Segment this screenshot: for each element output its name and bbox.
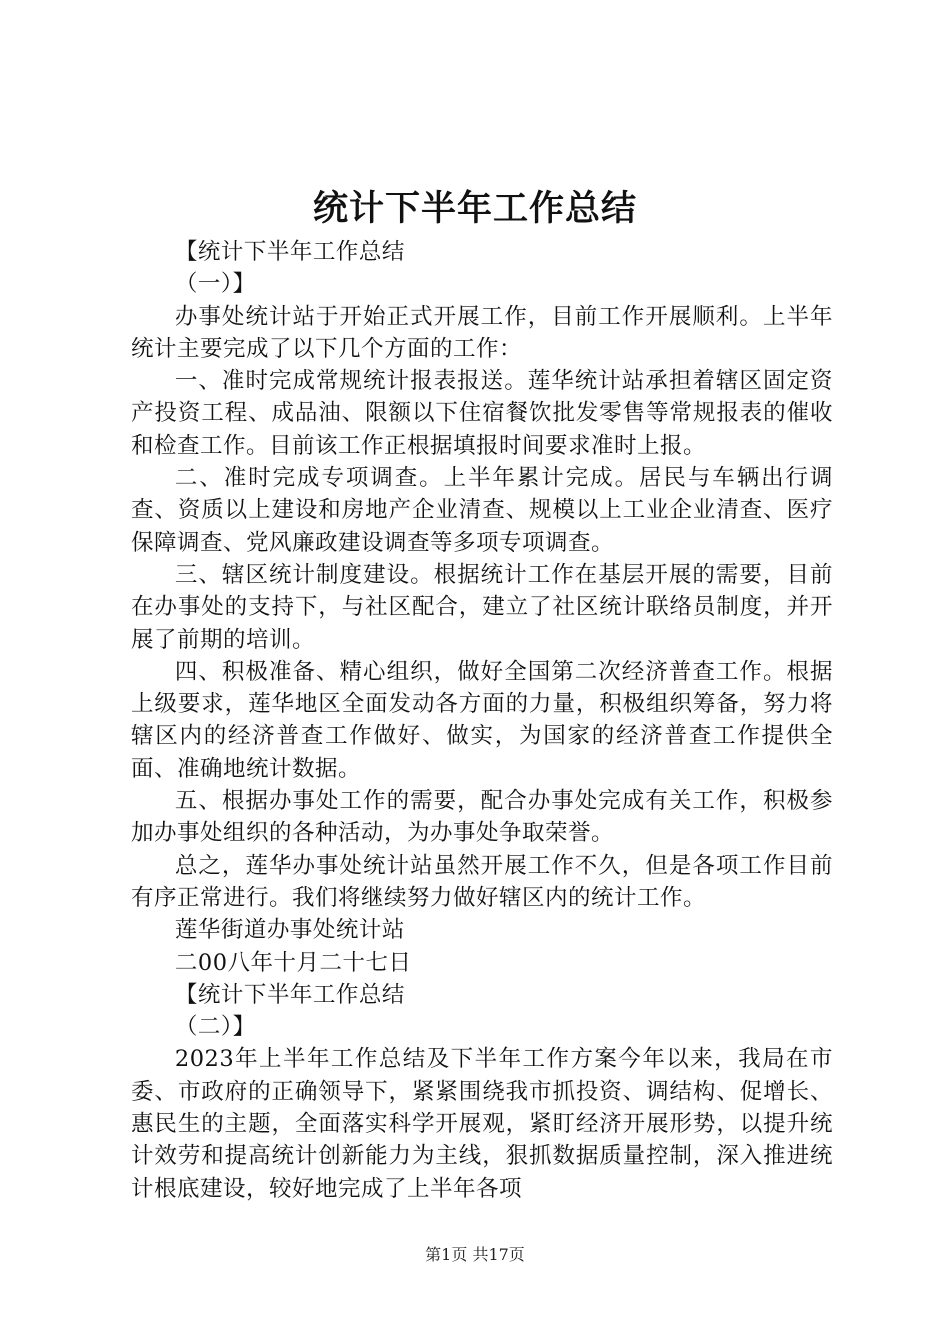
- paragraph-item-1: 一、准时完成常规统计报表报送。莲华统计站承担着辖区固定资产投资工程、成品油、限额以下住宿餐饮批发零售等常规报表的催收和检查工作。目前该工作正根据填报时间要求准时上报。: [131, 368, 833, 459]
- page-footer: 第1页 共17页: [425, 1245, 525, 1264]
- paragraph-item-2: 二、准时完成专项调查。上半年累计完成。居民与车辆出行调查、资质以上建设和房地产企业清查、规模以上工业企业清查、医疗保障调查、党风廉政建设调查等多项专项调查。: [131, 465, 833, 556]
- paragraph-item-5: 五、根据办事处工作的需要，配合办事处完成有关工作，积极参加办事处组织的各种活动，为办事处争取荣誉。: [131, 788, 833, 847]
- date-line: 二00八年十月二十七日: [174, 949, 412, 976]
- paragraph-conclusion: 总之，莲华办事处统计站虽然开展工作不久，但是各项工作目前有序正常进行。我们将继续努力做好辖区内的统计工作。: [131, 852, 833, 911]
- section-header-2-number: （二）】: [174, 1014, 256, 1041]
- signature: 莲华街道办事处统计站: [174, 917, 405, 944]
- document-body: [131, 236, 833, 1205]
- section-header-1: 【统计下半年工作总结: [174, 239, 405, 265]
- paragraph-item-4: 四、积极准备、精心组织，做好全国第二次经济普查工作。根据上级要求，莲华地区全面发动各方面的力量，积极组织筹备，努力将辖区内的经济普查工作做好、做实，为国家的经济普查工作提供全面、准确地统计数据。: [131, 658, 833, 782]
- document-title: 统计下半年工作总结: [312, 189, 637, 229]
- section-header-2: 【统计下半年工作总结: [174, 981, 405, 1008]
- paragraph-section-2: 2023年上半年工作总结及下半年工作方案今年以来，我局在市委、市政府的正确领导下，紧紧围绕我市抓投资、调结构、促增长、惠民生的主题，全面落实科学开展观，紧盯经济开展形势，以提升统计效劳和提高统计创新能力为主线，狠抓数据质量控制，深入推进统计根底建设，较好地完成了上半年各项: [131, 1046, 833, 1202]
- section-header-1-number: （一）】: [174, 271, 256, 298]
- paragraph-item-3: 三、辖区统计制度建设。根据统计工作在基层开展的需要，目前在办事处的支持下，与社区配合，建立了社区统计联络员制度，并开展了前期的培训。: [131, 561, 833, 653]
- paragraph-intro: 办事处统计站于开始正式开展工作，目前工作开展顺利。上半年统计主要完成了以下几个方面的工作：: [131, 303, 833, 362]
